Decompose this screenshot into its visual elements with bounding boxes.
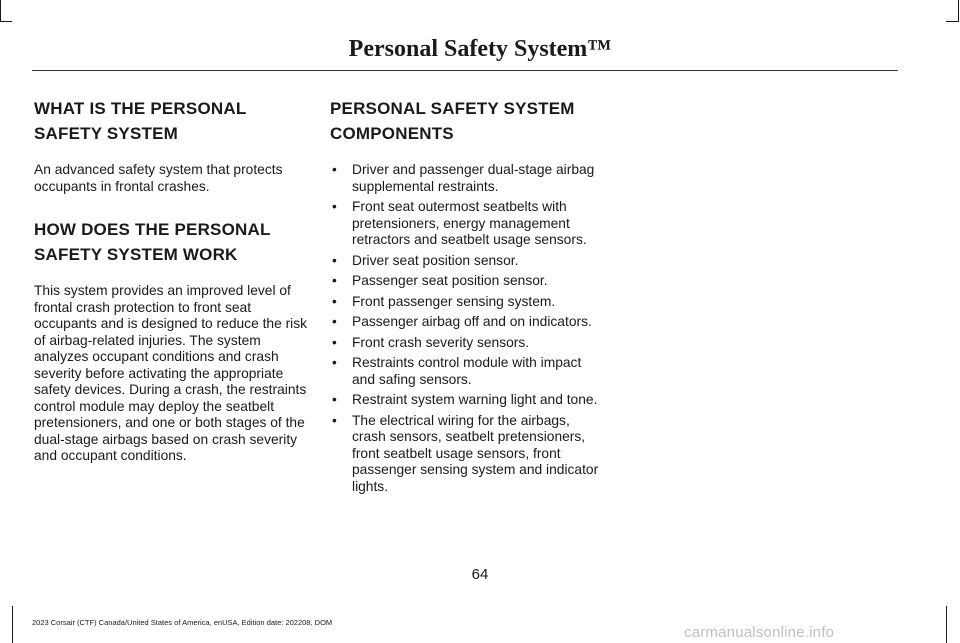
what-is-paragraph: An advanced safety system that protects occupants in frontal crashes. xyxy=(34,162,283,194)
list-item-text: Driver and passenger dual-stage airbag supplemental restraints. xyxy=(352,162,595,194)
bullet-icon: • xyxy=(332,355,337,370)
section-heading-how-it-works: HOW DOES THE PERSONAL SAFETY SYSTEM WORK xyxy=(34,220,271,264)
bullet-icon: • xyxy=(332,334,337,350)
list-item xyxy=(330,413,606,496)
bullet-icon: • xyxy=(332,199,337,214)
bullet-icon: • xyxy=(332,273,337,288)
crop-mark-top-right-h xyxy=(946,21,958,22)
list-item-text: Front crash severity sensors. xyxy=(352,334,530,350)
crop-mark-top-left-h xyxy=(0,21,12,22)
list-item xyxy=(330,162,606,195)
page-number: 64 xyxy=(471,566,489,583)
bullet-icon: • xyxy=(332,293,337,309)
list-item xyxy=(330,355,606,388)
bullet-icon: • xyxy=(332,392,337,407)
bullet-icon: • xyxy=(332,412,337,428)
crop-mark-bottom-left xyxy=(12,606,13,643)
crop-mark-bottom-right xyxy=(946,606,947,643)
list-item xyxy=(330,253,606,270)
header-rule xyxy=(32,70,898,71)
section-heading-what-is: WHAT IS THE PERSONAL SAFETY SYSTEM xyxy=(34,99,247,143)
page-title: Personal Safety System™ xyxy=(348,36,612,62)
crop-mark-top-right xyxy=(958,0,959,22)
list-item xyxy=(330,273,606,290)
list-item xyxy=(330,392,606,409)
crop-mark-top-left xyxy=(0,0,1,22)
list-item xyxy=(330,294,606,311)
list-item-text: Passenger airbag off and on indicators. xyxy=(352,314,592,329)
list-item-text: The electrical wiring for the airbags, crash sensors, seatbelt pretensioners, front seatbelt usage sensors, front passenger sensing system and indicator lights. xyxy=(352,412,599,494)
how-it-works-paragraph: This system provides an improved level of frontal crash protection to front seat occupants and is designed to reduce the risk of airbag-related injuries. The system analyzes occupant conditions and crash severity before activating the appropriate safety devices. During a crash, the restraints control module may deploy the seatbelt pretensioners, and one or both stages of the dual-stage airbags based on crash severity and occupant conditions. xyxy=(34,283,308,463)
list-item-text: Front passenger sensing system. xyxy=(352,293,556,309)
watermark[interactable]: carmanualsonline.info xyxy=(684,624,835,641)
edition-footer: 2023 Corsair (CTF) Canada/United States of America, enUSA, Edition date: 202208, DOM xyxy=(32,618,333,627)
list-item xyxy=(330,314,606,331)
list-item-text: Restraint system warning light and tone. xyxy=(352,392,598,407)
list-item-text: Driver seat position sensor. xyxy=(352,252,519,268)
list-item-text: Restraints control module with impact and safing sensors. xyxy=(352,355,582,387)
right-column xyxy=(330,96,606,499)
bullet-icon: • xyxy=(332,252,337,268)
section-heading-components: PERSONAL SAFETY SYSTEM COMPONENTS xyxy=(330,99,575,143)
list-item xyxy=(330,199,606,249)
left-column xyxy=(34,96,312,465)
bullet-icon: • xyxy=(332,162,337,177)
list-item xyxy=(330,335,606,352)
list-item-text: Front seat outermost seatbelts with pretensioners, energy management retractors and seatbelt usage sensors. xyxy=(352,199,587,247)
bullet-icon: • xyxy=(332,314,337,329)
components-list xyxy=(330,162,606,495)
list-item-text: Passenger seat position sensor. xyxy=(352,273,548,288)
